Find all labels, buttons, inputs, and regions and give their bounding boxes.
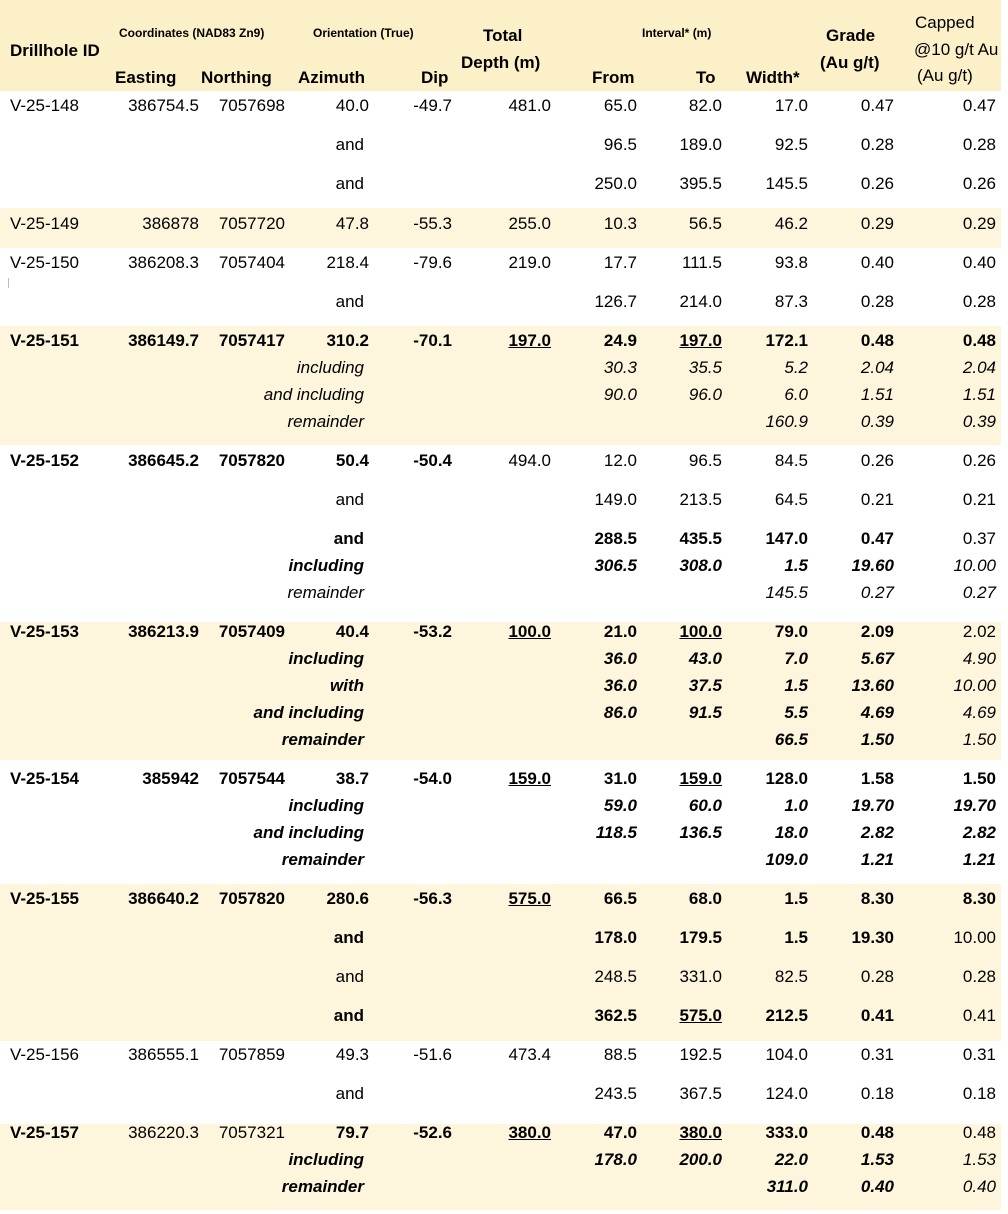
cell-to: 96.0 xyxy=(688,385,722,404)
cell-width: 147.0 xyxy=(765,529,808,548)
cell-from: 306.5 xyxy=(594,556,637,575)
header-total-depth-1: Total xyxy=(483,26,523,45)
header-grade-2: (Au g/t) xyxy=(820,53,880,72)
cell-width: 64.5 xyxy=(774,490,808,509)
cell-to: 308.0 xyxy=(679,556,722,575)
cell-northing: 7057321 xyxy=(218,1123,285,1142)
cell-width: 5.5 xyxy=(784,703,808,722)
cell-easting: 386220.3 xyxy=(128,1123,199,1142)
cell-width: 92.5 xyxy=(774,135,808,154)
cell-capped: 19.70 xyxy=(953,796,996,815)
cell-width: 17.0 xyxy=(774,96,808,115)
cell-grade: 0.18 xyxy=(860,1084,894,1103)
header-capped-3: (Au g/t) xyxy=(917,66,973,85)
cell-northing: 7057820 xyxy=(218,889,285,908)
cell-label: including xyxy=(288,556,364,575)
cell-label: and xyxy=(335,967,364,986)
cell-dip: -55.3 xyxy=(413,214,452,233)
cell-label: and including xyxy=(263,385,364,404)
cell-depth: 575.0 xyxy=(508,889,551,908)
cell-id: V-25-148 xyxy=(10,96,79,115)
cell-label: and xyxy=(335,490,364,509)
cell-grade: 0.28 xyxy=(860,967,894,986)
cell-to: 200.0 xyxy=(679,1150,722,1169)
cell-width: 1.5 xyxy=(784,889,808,908)
cell-to: 189.0 xyxy=(679,135,722,154)
cell-easting: 386640.2 xyxy=(128,889,199,908)
cell-grade: 0.21 xyxy=(860,490,894,509)
cell-label: and including xyxy=(253,823,364,842)
cell-to: 331.0 xyxy=(679,967,722,986)
cell-northing: 7057859 xyxy=(218,1045,285,1064)
cell-width: 6.0 xyxy=(784,385,808,404)
cell-to: 395.5 xyxy=(679,174,722,193)
cell-azimuth: 49.3 xyxy=(335,1045,369,1064)
cell-id: V-25-152 xyxy=(10,451,79,470)
header-coordinates: Coordinates (NAD83 Zn9) xyxy=(119,26,265,40)
cell-easting: 386645.2 xyxy=(128,451,199,470)
cell-capped: 0.37 xyxy=(962,529,996,548)
cell-easting: 386213.9 xyxy=(128,622,199,641)
cell-grade: 13.60 xyxy=(851,676,894,695)
cell-azimuth: 79.7 xyxy=(335,1123,369,1142)
cell-capped: 0.40 xyxy=(962,1177,996,1196)
cell-from: 86.0 xyxy=(603,703,637,722)
cell-grade: 0.31 xyxy=(860,1045,894,1064)
cell-label: including xyxy=(288,796,364,815)
cell-to: 111.5 xyxy=(681,253,722,272)
cell-from: 31.0 xyxy=(603,769,637,788)
cell-capped: 0.26 xyxy=(962,451,996,470)
cell-azimuth: 40.4 xyxy=(335,622,369,641)
cell-to: 35.5 xyxy=(688,358,722,377)
cell-label: and xyxy=(333,1006,364,1025)
cell-to: 380.0 xyxy=(679,1123,722,1142)
cell-capped: 10.00 xyxy=(953,556,996,575)
cell-dip: -56.3 xyxy=(413,889,452,908)
cell-to: 60.0 xyxy=(688,796,722,815)
cell-capped: 0.28 xyxy=(962,967,996,986)
cell-from: 24.9 xyxy=(603,331,637,350)
cell-to: 100.0 xyxy=(679,622,722,641)
cell-from: 149.0 xyxy=(594,490,637,509)
cell-from: 21.0 xyxy=(603,622,637,641)
cell-grade: 0.48 xyxy=(860,331,894,350)
cell-label: remainder xyxy=(281,730,364,749)
cell-width: 7.0 xyxy=(784,649,808,668)
cell-depth: 255.0 xyxy=(508,214,551,233)
cell-width: 84.5 xyxy=(774,451,808,470)
cell-capped: 0.47 xyxy=(962,96,996,115)
cell-id: V-25-157 xyxy=(10,1123,79,1142)
cell-to: 43.0 xyxy=(688,649,722,668)
cell-width: 5.2 xyxy=(784,358,808,377)
header-to: To xyxy=(696,68,716,87)
cell-width: 1.0 xyxy=(784,796,808,815)
cell-depth: 473.4 xyxy=(508,1045,551,1064)
cell-from: 362.5 xyxy=(594,1006,637,1025)
cell-dip: -50.4 xyxy=(413,451,452,470)
cell-capped: 10.00 xyxy=(953,676,996,695)
cell-id: V-25-154 xyxy=(10,769,79,788)
cell-to: 197.0 xyxy=(679,331,722,350)
cell-to: 367.5 xyxy=(679,1084,722,1103)
cell-capped: 1.53 xyxy=(962,1150,996,1169)
header-easting: Easting xyxy=(115,68,177,87)
cell-from: 243.5 xyxy=(594,1084,637,1103)
cell-from: 36.0 xyxy=(603,649,637,668)
cell-from: 36.0 xyxy=(603,676,637,695)
cell-from: 12.0 xyxy=(603,451,637,470)
cell-capped: 1.50 xyxy=(962,769,996,788)
header-capped-1: Capped xyxy=(915,13,975,32)
cell-label: remainder xyxy=(287,412,364,431)
cell-azimuth: 50.4 xyxy=(335,451,369,470)
cell-from: 10.3 xyxy=(603,214,637,233)
cell-grade: 0.47 xyxy=(860,96,894,115)
cell-capped: 4.90 xyxy=(962,649,996,668)
cell-id: V-25-151 xyxy=(10,331,79,350)
cell-label: and xyxy=(333,928,364,947)
cell-label: and xyxy=(333,529,364,548)
cell-to: 575.0 xyxy=(679,1006,722,1025)
cell-easting: 386555.1 xyxy=(128,1045,199,1064)
cell-depth: 219.0 xyxy=(508,253,551,272)
cell-dip: -70.1 xyxy=(413,331,452,350)
header-width: Width* xyxy=(746,68,800,87)
cell-from: 126.7 xyxy=(594,292,637,311)
cell-id: V-25-155 xyxy=(10,889,79,908)
cell-northing: 7057720 xyxy=(218,214,285,233)
cell-from: 90.0 xyxy=(603,385,637,404)
cell-id: V-25-153 xyxy=(10,622,79,641)
cell-from: 65.0 xyxy=(603,96,637,115)
cell-width: 124.0 xyxy=(765,1084,808,1103)
cell-width: 104.0 xyxy=(765,1045,808,1064)
cell-grade: 2.04 xyxy=(860,358,894,377)
cell-id: V-25-156 xyxy=(10,1045,79,1064)
cell-capped: 0.18 xyxy=(962,1084,996,1103)
cell-width: 93.8 xyxy=(774,253,808,272)
header-grade-1: Grade xyxy=(826,26,876,45)
cell-grade: 0.28 xyxy=(860,135,894,154)
cell-label: with xyxy=(330,676,364,695)
cell-grade: 0.40 xyxy=(860,253,894,272)
cell-grade: 4.69 xyxy=(860,703,894,722)
cell-from: 250.0 xyxy=(594,174,637,193)
cell-northing: 7057417 xyxy=(218,331,285,350)
cell-depth: 159.0 xyxy=(508,769,551,788)
cell-grade: 1.58 xyxy=(860,769,894,788)
header-capped-2: @10 g/t Au xyxy=(914,40,999,59)
cell-label: including xyxy=(296,358,364,377)
cell-grade: 0.40 xyxy=(860,1177,894,1196)
cell-width: 109.0 xyxy=(765,850,808,869)
cell-label: including xyxy=(288,649,364,668)
cell-northing: 7057698 xyxy=(218,96,285,115)
cell-grade: 5.67 xyxy=(860,649,894,668)
cell-grade: 0.28 xyxy=(860,292,894,311)
cell-depth: 380.0 xyxy=(508,1123,551,1142)
cell-to: 56.5 xyxy=(688,214,722,233)
cell-dip: -79.6 xyxy=(413,253,452,272)
cell-azimuth: 280.6 xyxy=(326,889,369,908)
cell-capped: 0.31 xyxy=(962,1045,996,1064)
cell-to: 82.0 xyxy=(688,96,722,115)
cell-azimuth: 218.4 xyxy=(326,253,369,272)
cell-width: 333.0 xyxy=(765,1123,808,1142)
cell-divider xyxy=(8,278,9,288)
cell-label: remainder xyxy=(281,1177,364,1196)
cell-to: 192.5 xyxy=(679,1045,722,1064)
cell-label: including xyxy=(288,1150,364,1169)
cell-capped: 2.02 xyxy=(962,622,996,641)
cell-capped: 0.40 xyxy=(962,253,996,272)
cell-capped: 0.26 xyxy=(962,174,996,193)
header-dip: Dip xyxy=(421,68,449,87)
cell-capped: 0.27 xyxy=(962,583,996,602)
cell-width: 18.0 xyxy=(774,823,808,842)
cell-capped: 2.04 xyxy=(962,358,996,377)
cell-width: 1.5 xyxy=(784,928,808,947)
cell-dip: -53.2 xyxy=(413,622,452,641)
cell-width: 46.2 xyxy=(774,214,808,233)
cell-label: and xyxy=(335,1084,364,1103)
cell-from: 88.5 xyxy=(603,1045,637,1064)
cell-capped: 0.39 xyxy=(962,412,996,431)
cell-from: 47.0 xyxy=(603,1123,637,1142)
cell-label: remainder xyxy=(287,583,364,602)
cell-capped: 0.28 xyxy=(962,135,996,154)
cell-capped: 1.50 xyxy=(962,730,996,749)
cell-capped: 1.21 xyxy=(962,850,996,869)
cell-grade: 0.48 xyxy=(860,1123,894,1142)
cell-to: 159.0 xyxy=(679,769,722,788)
cell-depth: 481.0 xyxy=(508,96,551,115)
cell-capped: 10.00 xyxy=(953,928,996,947)
cell-northing: 7057409 xyxy=(218,622,285,641)
cell-width: 145.5 xyxy=(765,583,808,602)
cell-capped: 1.51 xyxy=(962,385,996,404)
cell-to: 91.5 xyxy=(688,703,722,722)
cell-grade: 0.29 xyxy=(860,214,894,233)
cell-grade: 1.21 xyxy=(860,850,894,869)
header-interval: Interval* (m) xyxy=(642,26,712,40)
cell-grade: 0.39 xyxy=(860,412,894,431)
cell-id: V-25-150 xyxy=(10,253,79,272)
cell-azimuth: 40.0 xyxy=(335,96,369,115)
cell-depth: 494.0 xyxy=(508,451,551,470)
cell-width: 145.5 xyxy=(765,174,808,193)
cell-capped: 0.48 xyxy=(962,1123,996,1142)
cell-width: 22.0 xyxy=(774,1150,808,1169)
cell-to: 136.5 xyxy=(679,823,722,842)
cell-id: V-25-149 xyxy=(10,214,79,233)
cell-width: 172.1 xyxy=(765,331,808,350)
cell-to: 435.5 xyxy=(679,529,722,548)
cell-to: 68.0 xyxy=(688,889,722,908)
cell-capped: 0.41 xyxy=(962,1006,996,1025)
cell-grade: 1.51 xyxy=(860,385,894,404)
cell-azimuth: 310.2 xyxy=(326,331,369,350)
header-orientation: Orientation (True) xyxy=(313,26,414,40)
cell-width: 79.0 xyxy=(774,622,808,641)
cell-grade: 0.26 xyxy=(860,174,894,193)
cell-dip: -49.7 xyxy=(413,96,452,115)
cell-from: 96.5 xyxy=(603,135,637,154)
cell-grade: 2.82 xyxy=(860,823,894,842)
cell-easting: 386149.7 xyxy=(128,331,199,350)
cell-grade: 0.47 xyxy=(860,529,894,548)
cell-to: 213.5 xyxy=(679,490,722,509)
cell-width: 1.5 xyxy=(784,676,808,695)
header-from: From xyxy=(592,68,635,87)
cell-northing: 7057404 xyxy=(218,253,285,272)
cell-to: 37.5 xyxy=(688,676,722,695)
cell-from: 118.5 xyxy=(595,823,637,842)
cell-dip: -52.6 xyxy=(413,1123,452,1142)
cell-grade: 1.50 xyxy=(860,730,894,749)
cell-from: 66.5 xyxy=(603,889,637,908)
cell-northing: 7057544 xyxy=(218,769,285,788)
cell-from: 248.5 xyxy=(594,967,637,986)
cell-from: 17.7 xyxy=(603,253,637,272)
cell-to: 96.5 xyxy=(688,451,722,470)
cell-width: 87.3 xyxy=(774,292,808,311)
cell-from: 178.0 xyxy=(594,1150,637,1169)
cell-width: 1.5 xyxy=(784,556,808,575)
cell-label: and including xyxy=(253,703,364,722)
cell-grade: 1.53 xyxy=(860,1150,894,1169)
cell-depth: 100.0 xyxy=(508,622,551,641)
cell-capped: 0.29 xyxy=(962,214,996,233)
cell-easting: 386878 xyxy=(142,214,199,233)
cell-capped: 8.30 xyxy=(962,889,996,908)
cell-to: 214.0 xyxy=(679,292,722,311)
cell-azimuth: 47.8 xyxy=(335,214,369,233)
cell-grade: 19.30 xyxy=(851,928,894,947)
cell-capped: 0.48 xyxy=(962,331,996,350)
cell-from: 30.3 xyxy=(603,358,637,377)
cell-azimuth: 38.7 xyxy=(335,769,369,788)
cell-grade: 0.41 xyxy=(860,1006,894,1025)
header-northing: Northing xyxy=(201,68,272,87)
cell-easting: 385942 xyxy=(142,769,199,788)
cell-grade: 8.30 xyxy=(860,889,894,908)
cell-capped: 0.21 xyxy=(962,490,996,509)
cell-width: 311.0 xyxy=(766,1177,808,1196)
header-drillhole-id: Drillhole ID xyxy=(10,41,100,60)
cell-northing: 7057820 xyxy=(218,451,285,470)
cell-grade: 0.26 xyxy=(860,451,894,470)
cell-to: 179.5 xyxy=(679,928,722,947)
cell-from: 178.0 xyxy=(594,928,637,947)
cell-grade: 2.09 xyxy=(860,622,894,641)
cell-grade: 19.70 xyxy=(851,796,894,815)
cell-from: 59.0 xyxy=(603,796,637,815)
cell-capped: 4.69 xyxy=(962,703,996,722)
cell-capped: 0.28 xyxy=(962,292,996,311)
cell-capped: 2.82 xyxy=(962,823,996,842)
cell-label: and xyxy=(335,292,364,311)
cell-dip: -51.6 xyxy=(413,1045,452,1064)
header-total-depth-2: Depth (m) xyxy=(461,53,541,72)
header-azimuth: Azimuth xyxy=(298,68,366,87)
cell-label: remainder xyxy=(281,850,364,869)
cell-width: 160.9 xyxy=(765,412,808,431)
cell-easting: 386208.3 xyxy=(128,253,199,272)
cell-easting: 386754.5 xyxy=(128,96,199,115)
cell-width: 128.0 xyxy=(765,769,808,788)
cell-dip: -54.0 xyxy=(413,769,452,788)
cell-grade: 0.27 xyxy=(860,583,894,602)
cell-width: 66.5 xyxy=(774,730,808,749)
cell-width: 212.5 xyxy=(765,1006,808,1025)
cell-label: and xyxy=(335,174,364,193)
cell-label: and xyxy=(335,135,364,154)
cell-from: 288.5 xyxy=(594,529,637,548)
cell-depth: 197.0 xyxy=(508,331,551,350)
cell-grade: 19.60 xyxy=(851,556,894,575)
cell-width: 82.5 xyxy=(774,967,808,986)
